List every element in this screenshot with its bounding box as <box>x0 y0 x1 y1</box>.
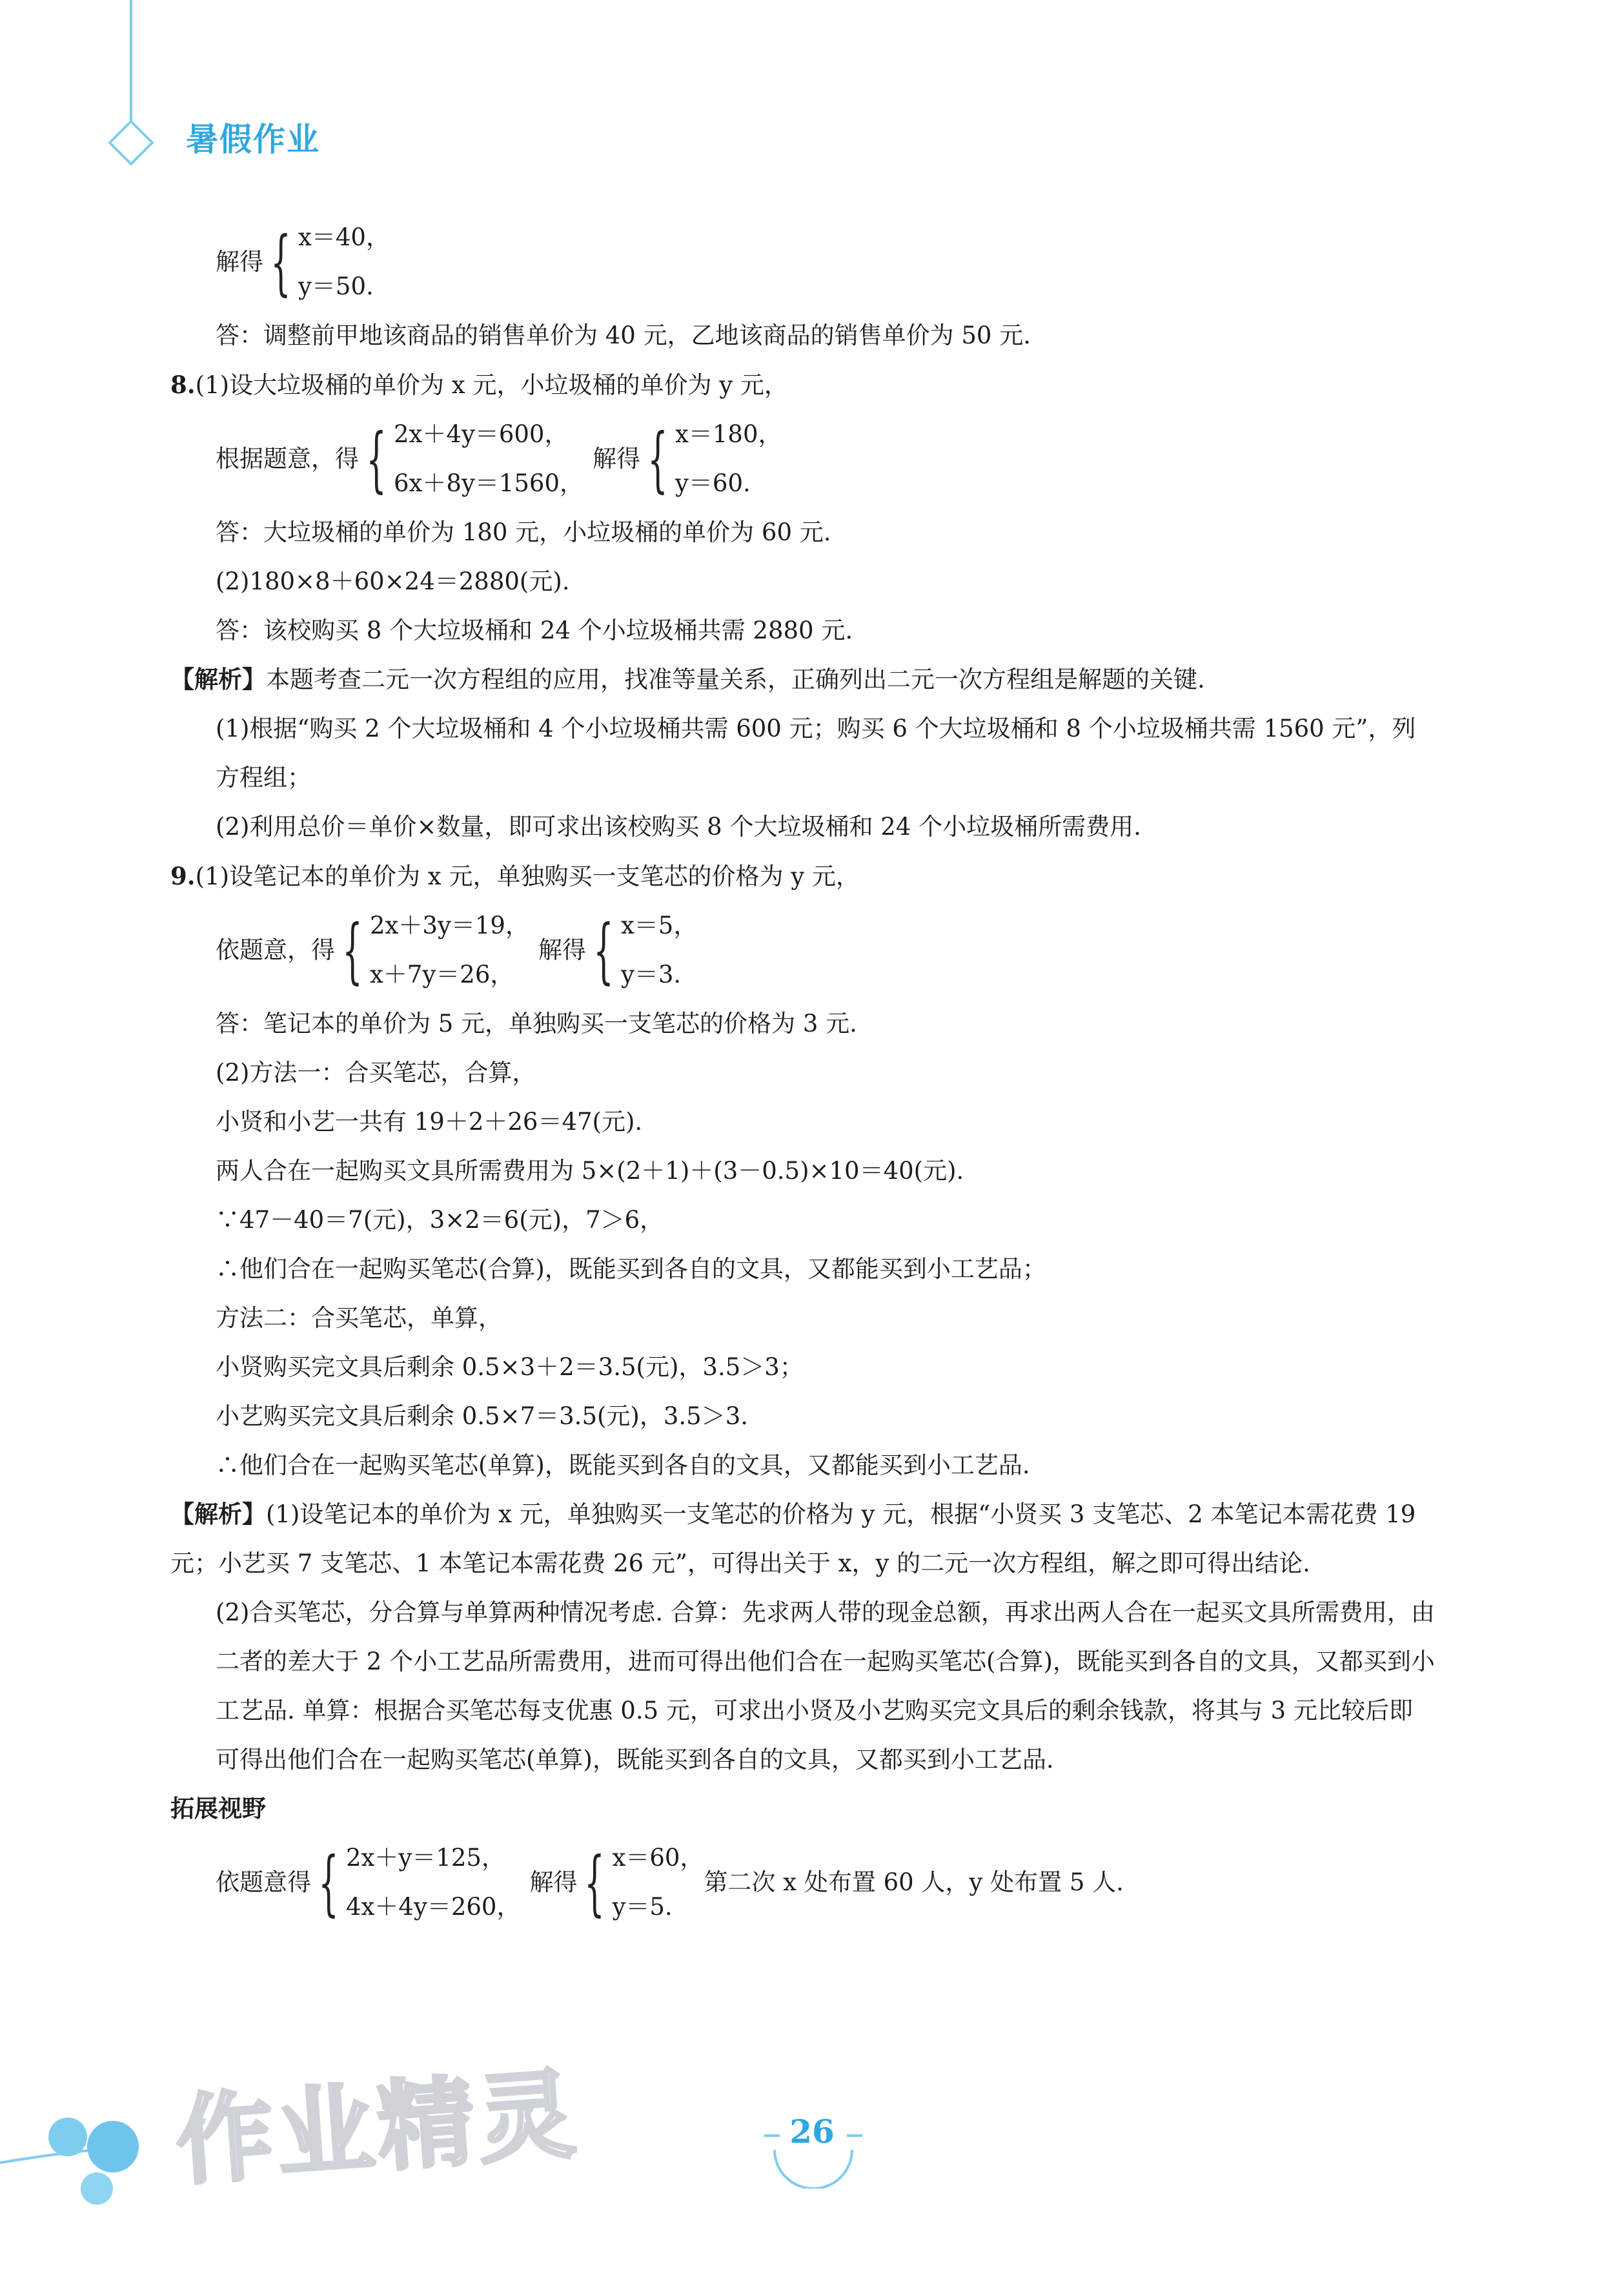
q9-method-1: (2)方法一：合买笔芯，合算， <box>216 1059 536 1087</box>
extension-system: 依题意得 { 2x＋y＝125， 4x＋4y＝260， 解得 { x＝60， y＝5. 第二次 x 处布置 60 人，y 处布置 5 人. <box>170 1833 1436 1932</box>
q9-line: ∴他们合在一起购买笔芯(合算)，既能买到各自的文具，又都能买到小工艺品； <box>216 1255 1046 1283</box>
q8-system: 根据题意，得 { 2x＋4y＝600， 6x＋8y＝1560， 解得 { x＝180， y＝60. <box>170 410 1436 508</box>
header-title: 暑假作业 <box>186 121 320 158</box>
q9-analysis: 【解析】(1)设笔记本的单价为 x 元，单独购买一支笔芯的价格为 y 元，根据“小贤买 3 支笔芯、2 本笔记本需花费 19 元；小艺买 7 支笔芯、1 本笔记本需花费 26 元”，可得出关于 x，y 的二元一次方程组，解之即可得出结论. <box>170 1500 1416 1577</box>
q8-analysis-2: (2)利用总价＝单价×数量，即可求出该校购买 8 个大垃圾桶和 24 个小垃圾桶所需费用. <box>216 813 1141 841</box>
q8-line-1: 8.(1)设大垃圾桶的单价为 x 元，小垃圾桶的单价为 y 元， <box>170 371 788 399</box>
brace-icon: { <box>647 418 668 500</box>
page-number: 26 <box>789 2112 835 2150</box>
q9-line: 小艺购买完文具后剩余 0.5×7＝3.5(元)，3.5＞3. <box>216 1402 749 1430</box>
q9-answer-1: 答：笔记本的单价为 5 元，单独购买一支笔芯的价格为 3 元. <box>216 1010 857 1037</box>
q9-line: 两人合在一起购买文具所需费用为 5×(2＋1)＋(3－0.5)×10＝40(元). <box>216 1157 964 1185</box>
q9-system: 依题意，得 { 2x＋3y＝19， x＋7y＝26， 解得 { x＝5， y＝3. <box>170 901 1436 999</box>
brace-icon: { <box>593 909 614 992</box>
brace-icon: { <box>584 1841 605 1924</box>
q8-analysis: 【解析】本题考查二元一次方程组的应用，找准等量关系，正确列出二元一次方程组是解题的关键. <box>170 666 1205 693</box>
q9-line: 小贤购买完文具后剩余 0.5×3＋2＝3.5(元)，3.5＞3； <box>216 1353 804 1381</box>
q9-method-2: 方法二：合买笔芯，单算， <box>216 1304 502 1332</box>
q8-analysis-1: (1)根据“购买 2 个大垃圾桶和 4 个小垃圾桶共需 600 元；购买 6 个大垃圾桶和 8 个小垃圾桶共需 1560 元”，列方程组； <box>216 715 1416 792</box>
q8-part-2: (2)180×8＋60×24＝2880(元). <box>216 567 570 595</box>
solution-system-x40: 解得 { x＝40， y＝50. <box>170 213 1436 311</box>
brace-icon: { <box>318 1841 339 1924</box>
q9-line-1: 9.(1)设笔记本的单价为 x 元，单独购买一支笔芯的价格为 y 元， <box>170 862 860 890</box>
answer-content <box>170 213 1436 1932</box>
q9-analysis-2: (2)合买笔芯，分合算与单算两种情况考虑. 合算：先求两人带的现金总额，再求出两人合在一起买文具所需费用，由二者的差大于 2 个小工艺品所需费用，进而可得出他们合在一起购买笔芯(合算)，既能买到各自的文具，又都买到小工艺品. 单算：根据合买笔芯每支优惠 0.5 元，可求出小贤及小艺购买完文具后的剩余钱款，将其与 3 元比较后即可得出他们合在一起购买笔芯(单算)，既能买到各自的文具，又都买到小工艺品. <box>216 1599 1435 1773</box>
header-decoration <box>0 0 194 194</box>
brace-icon: { <box>366 418 387 500</box>
q9-line: ∴他们合在一起购买笔芯(单算)，既能买到各自的文具，又都能买到小工艺品. <box>216 1451 1030 1479</box>
q8-answer-2: 答：该校购买 8 个大垃圾桶和 24 个小垃圾桶共需 2880 元. <box>216 617 853 644</box>
q9-line: ∵47－40＝7(元)，3×2＝6(元)，7＞6， <box>216 1206 664 1234</box>
q8-answer-1: 答：大垃圾桶的单价为 180 元，小垃圾桶的单价为 60 元. <box>216 518 831 546</box>
bubbles-decoration <box>0 2085 168 2214</box>
extension-heading: 拓展视野 <box>170 1795 266 1823</box>
q9-line: 小贤和小艺一共有 19＋2＋26＝47(元). <box>216 1108 643 1136</box>
answer-line: 答：调整前甲地该商品的销售单价为 40 元，乙地该商品的销售单价为 50 元. <box>216 322 1031 349</box>
brace-icon: { <box>270 221 291 303</box>
brace-icon: { <box>342 909 363 992</box>
watermark-text: 作业精灵 <box>172 2058 583 2199</box>
